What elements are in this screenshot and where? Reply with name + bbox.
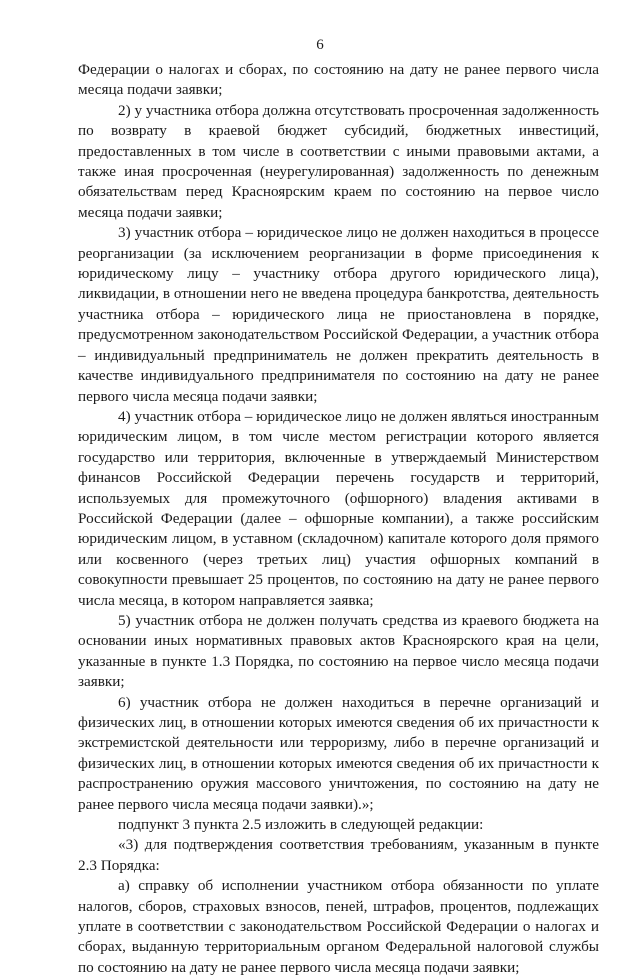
paragraph-item-2: 2) у участника отбора должна отсутствовать просроченная задолженность по возврату в краевой бюджет субсидий, бюджетных инвестиций, предоставленных в том числе в соответствии с иными правовыми актами, а также иная просроченная (неурегулированная) задолженность по денежным обязательствам перед Красноярским краем по состоянию на первое число месяца подачи заявки; — [78, 101, 599, 221]
paragraph-subitem-3: «3) для подтверждения соответствия требованиям, указанным в пункте 2.3 Порядка: — [78, 836, 599, 874]
paragraph-amendment-intro: подпункт 3 пункта 2.5 изложить в следующей редакции: — [118, 816, 484, 834]
paragraph-item-3: 3) участник отбора – юридическое лицо не должен находиться в процессе реорганизации (за исключением реорганизации в форме присоединения к юридическому лицу – участнику отбора другого юридического лица), ликвидации, в отношении него не введена процедура банкротства, деятельность участника отбора – юридического лица не приостановлена в порядке, предусмотренном законодательством Российской Федерации, а участник отбора – индивидуальный предприниматель не должен прекратить деятельность в качестве индивидуального предпринимателя по состоянию на дату не ранее первого числа месяца подачи заявки; — [78, 224, 599, 405]
paragraph-item-5: 5) участник отбора не должен получать средства из краевого бюджета на основании иных нормативных правовых актов Красноярского края на цели, указанные в пункте 1.3 Порядка, по состоянию на первое число месяца подачи заявки; — [78, 611, 599, 691]
paragraph-continuation: Федерации о налогах и сборах, по состоянию на дату не ранее первого числа месяца подачи заявки; — [78, 61, 599, 99]
document-body — [78, 60, 599, 978]
paragraph-item-6: 6) участник отбора не должен находиться в перечне организаций и физических лиц, в отношении которых имеются сведения об их причастности к экстремистской деятельности или терроризму, либо в перечне организаций и физических лиц, в отношении которых имеются сведения об их причастности к распространению оружия массового уничтожения, по состоянию на дату не ранее первого числа месяца подачи заявки).»; — [78, 693, 599, 813]
paragraph-item-4: 4) участник отбора – юридическое лицо не должен являться иностранным юридическим лицом, в том числе местом регистрации которого является государство или территория, включенные в утверждаемый Министерством финансов Российской Федерации перечень государств и территорий, используемых для промежуточного (офшорного) владения активами в Российской Федерации (далее – офшорные компании), а также российским юридическим лицом, в уставном (складочном) капитале которого доля прямого или косвенного (через третьих лиц) участия офшорных компаний в совокупности превышает 25 процентов, по состоянию на дату не ранее первого числа месяца, в котором направляется заявка; — [78, 407, 599, 609]
page-number: 6 — [316, 37, 324, 53]
paragraph-subitem-a: а) справку об исполнении участником отбора обязанности по уплате налогов, сборов, страховых взносов, пеней, штрафов, процентов, подлежащих уплате в соответствии с законодательством Российской Федерации о налогах и сборах, выданную территориальным органом Федеральной налоговой службы по состоянию на дату не ранее первого числа месяца подачи заявки; — [78, 877, 599, 976]
